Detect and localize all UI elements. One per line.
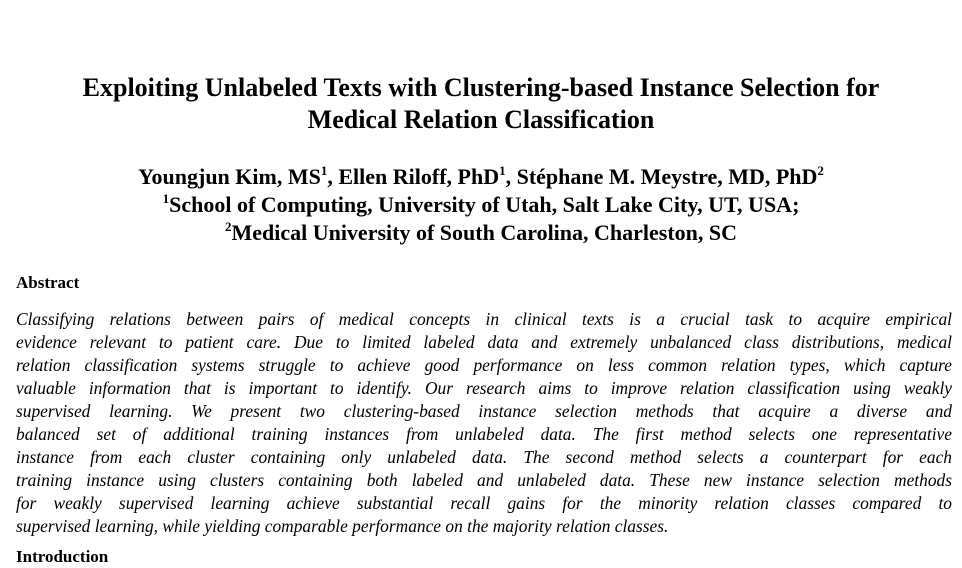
abstract-line: for weakly supervised learning achieve substantial recall gains for the minority relation classes compared to: [16, 493, 952, 513]
paper-title-line-2: Medical Relation Classification: [307, 105, 655, 134]
abstract-line: valuable information that is important to identify. Our research aims to improve relation classification using weakly: [16, 378, 952, 398]
affiliation-line: [0, 191, 962, 219]
affiliation-mark: 2: [224, 218, 232, 234]
abstract-heading: Abstract: [16, 273, 80, 292]
abstract-line: instance from each cluster containing only unlabeled data. The second method selects a counterpart for each: [16, 447, 952, 467]
abstract-line: balanced set of additional training instances from unlabeled data. The first method selects one representative: [16, 424, 952, 444]
author-name: Ellen Riloff, PhD: [338, 164, 500, 189]
author-separator: ,: [327, 164, 339, 189]
affiliation-text: Medical University of South Carolina, Charleston, SC: [231, 220, 738, 245]
abstract-line: relation classification systems struggle to achieve good performance on less common relation types, which capture: [16, 355, 952, 375]
author-affil-mark: 1: [320, 162, 328, 178]
paper-title-line-1: Exploiting Unlabeled Texts with Clustering-based Instance Selection for: [82, 73, 880, 102]
abstract-line: evidence relevant to patient care. Due to limited labeled data and extremely unbalanced class distributions, medical: [16, 332, 952, 352]
affiliation-line: [0, 219, 962, 247]
author-separator: ,: [505, 164, 517, 189]
affiliation-mark: 1: [162, 190, 170, 206]
author-affil-mark: 2: [817, 162, 824, 178]
paper-title: [0, 72, 962, 136]
abstract-line: supervised learning. We present two clustering-based instance selection methods that acquire a diverse and: [16, 401, 952, 421]
author-block: [0, 163, 962, 247]
author-name: Stéphane M. Meystre, MD, PhD: [516, 164, 818, 189]
author-name: Youngjun Kim, MS: [138, 164, 321, 189]
author-affil-mark: 1: [499, 162, 506, 178]
introduction-heading: Introduction: [16, 547, 109, 566]
affiliation-text: School of Computing, University of Utah, Salt Lake City, UT, USA;: [169, 192, 800, 217]
author-list: [0, 163, 962, 191]
abstract-line: supervised learning, while yielding comparable performance on the majority relation classes.: [16, 516, 669, 536]
abstract-line: Classifying relations between pairs of medical concepts in clinical texts is a crucial task to acquire empirical: [16, 309, 952, 329]
abstract-line: training instance using clusters containing both labeled and unlabeled data. These new instance selection methods: [16, 470, 952, 490]
abstract-body: [16, 308, 952, 538]
